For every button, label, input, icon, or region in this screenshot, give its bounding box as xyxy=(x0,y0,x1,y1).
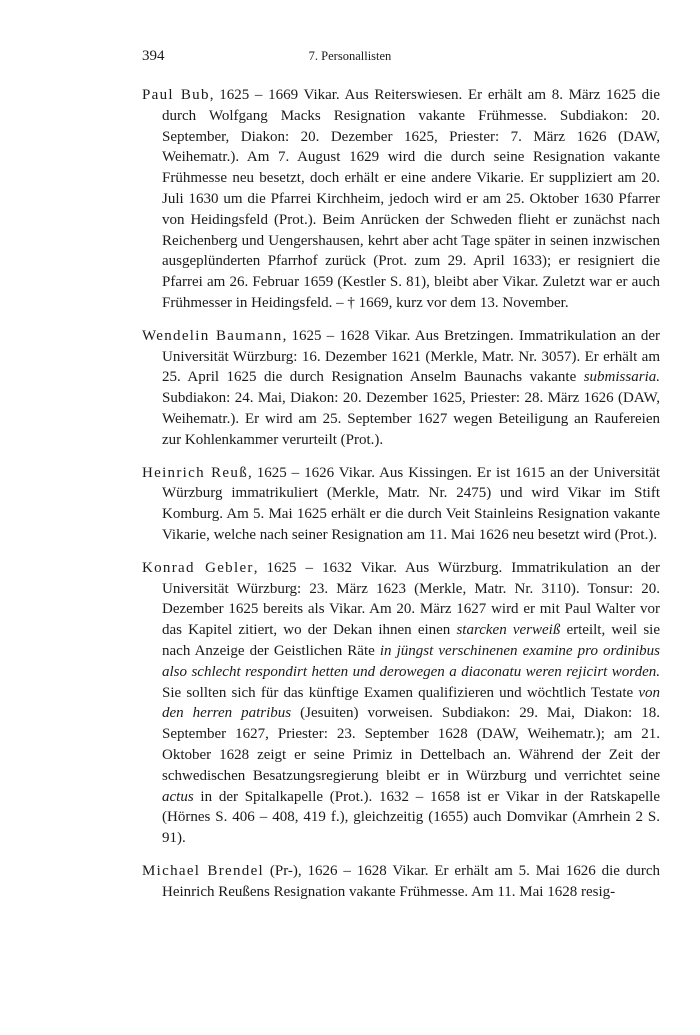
entry-quotation: von den herren patribus xyxy=(162,684,660,722)
entry-list xyxy=(142,85,660,914)
entry-text: in der Spitalkapelle (Prot.). 1632 – 1658 ist er Vikar in der Ratskapelle (Hörnes S. 406 – 408, 419 f.), gleichzeitig (1655) auch Domvikar (Amrhein 2 S. 91). xyxy=(162,788,660,847)
page-header xyxy=(0,48,700,68)
entry-name: Michael Brendel xyxy=(142,862,264,879)
entry-quotation: starcken verweiß xyxy=(456,622,561,639)
entry-text: , 1625 – 1628 Vikar. Aus Bretzingen. Immatrikulation an der Universität Würzburg: 16. Dezember 1621 (Merkle, Matr. Nr. 3057). Er erhält am 25. April 1625 die durch Resignation Anselm Baunachs vakante xyxy=(162,327,660,386)
entry-text: Sie sollten sich für das künftige Examen qualifizieren und wöchtlich Testate xyxy=(162,684,639,701)
entry-text: Subdiakon: 24. Mai, Diakon: 20. Dezember 1625, Priester: 28. März 1626 (DAW, Weihematr.). Er wird am 25. September 1627 wegen Beteiligung an Raufereien zur Kohlenkammer verurteilt (Prot.). xyxy=(162,390,660,448)
entry-text: (Pr-), 1626 – 1628 Vikar. Er erhält am 5. Mai 1626 die durch Heinrich Reußens Resignation vakante Frühmesse. Am 11. Mai 1628 resig- xyxy=(162,862,660,900)
entry-text: , 1625 – 1632 Vikar. Aus Würzburg. Immatrikulation an der Universität Würzburg: 23. März 1623 (Merkle, Matr. Nr. 3110). Tonsur: 20. Dezember 1625 bereits als Vikar. Am 20. März 1627 wird er mit Paul Walter vor das Kapitel zitiert, wo der Dekan ihnen einen xyxy=(162,559,660,639)
running-head: 7. Personallisten xyxy=(308,49,392,63)
page-number: 394 xyxy=(142,48,165,64)
entry-name: Konrad Gebler xyxy=(142,559,254,576)
entry-quotation: in jüngst verschinenen examine pro ordinibus also schlecht respondirt hetten und derowegen a diaconatu weren rejicirt worden. xyxy=(162,642,660,680)
entry-text: , 1625 – 1669 Vikar. Aus Reiterswiesen. Er erhält am 8. März 1625 die durch Wolfgang Macks Resignation vakante Frühmesse. Subdiakon: 20. September, Diakon: 20. Dezember 1625, Priester: 7. März 1626 (DAW, Weihematr.). Am 7. August 1629 wird die durch seine Resignation vakante Frühmesse neu besetzt, doch erhält er eine andere Vikarie. Er suppliziert am 20. Juli 1630 um die Pfarrei Kirchheim, jedoch wird er am 25. Oktober 1630 Pfarrer von Heidingsfeld (Prot.). Beim Anrücken der Schweden flieht er zunächst nach Reichenberg und Uengershausen, kehrt aber acht Tage später in seinen inzwischen ausgeplünderten Pfarrhof zurück (Prot. zum 29. April 1633); er resigniert die Pfarrei am 26. Februar 1659 (Kestler S. 81), bleibt aber Vikar. Zuletzt war er auch Frühmesser in Heidingsfeld. – † 1669, kurz vor dem 13. November. xyxy=(162,87,660,311)
entry-quotation: actus xyxy=(162,788,194,805)
entry xyxy=(142,85,660,314)
entry-text: erteilt, weil sie nach Anzeige der Geistlichen Räte xyxy=(162,622,660,659)
entry-name: Wendelin Baumann xyxy=(142,327,283,344)
entry-text: , 1625 – 1626 Vikar. Aus Kissingen. Er ist 1615 an der Universität Würzburg immatrikuliert (Merkle, Matr. Nr. 2475) und wird Vikar im Stift Komburg. Am 5. Mai 1625 erhält er die durch Veit Stainleins Resignation vakante Vikarie, welche nach seiner Resignation am 11. Mai 1626 neu besetzt wird (Prot.). xyxy=(162,464,660,543)
entry-text: (Jesuiten) vorweisen. Subdiakon: 29. Mai, Diakon: 18. September 1627, Priester: 23. September 1628 (DAW, Weihematr.); am 21. Oktober 1628 zeigt er seine Primiz in Dettelbach an. Während der Zeit der schwedischen Besatzungsregierung bleibt er in Würzburg und verrichtet seine xyxy=(162,705,660,784)
entry-name: Paul Bub xyxy=(142,87,210,103)
entry xyxy=(142,558,660,849)
entry xyxy=(142,861,660,903)
entry-name: Heinrich Reuß xyxy=(142,464,248,481)
entry xyxy=(142,463,660,546)
entry-quotation: submissaria. xyxy=(583,369,660,386)
entry xyxy=(142,326,660,451)
